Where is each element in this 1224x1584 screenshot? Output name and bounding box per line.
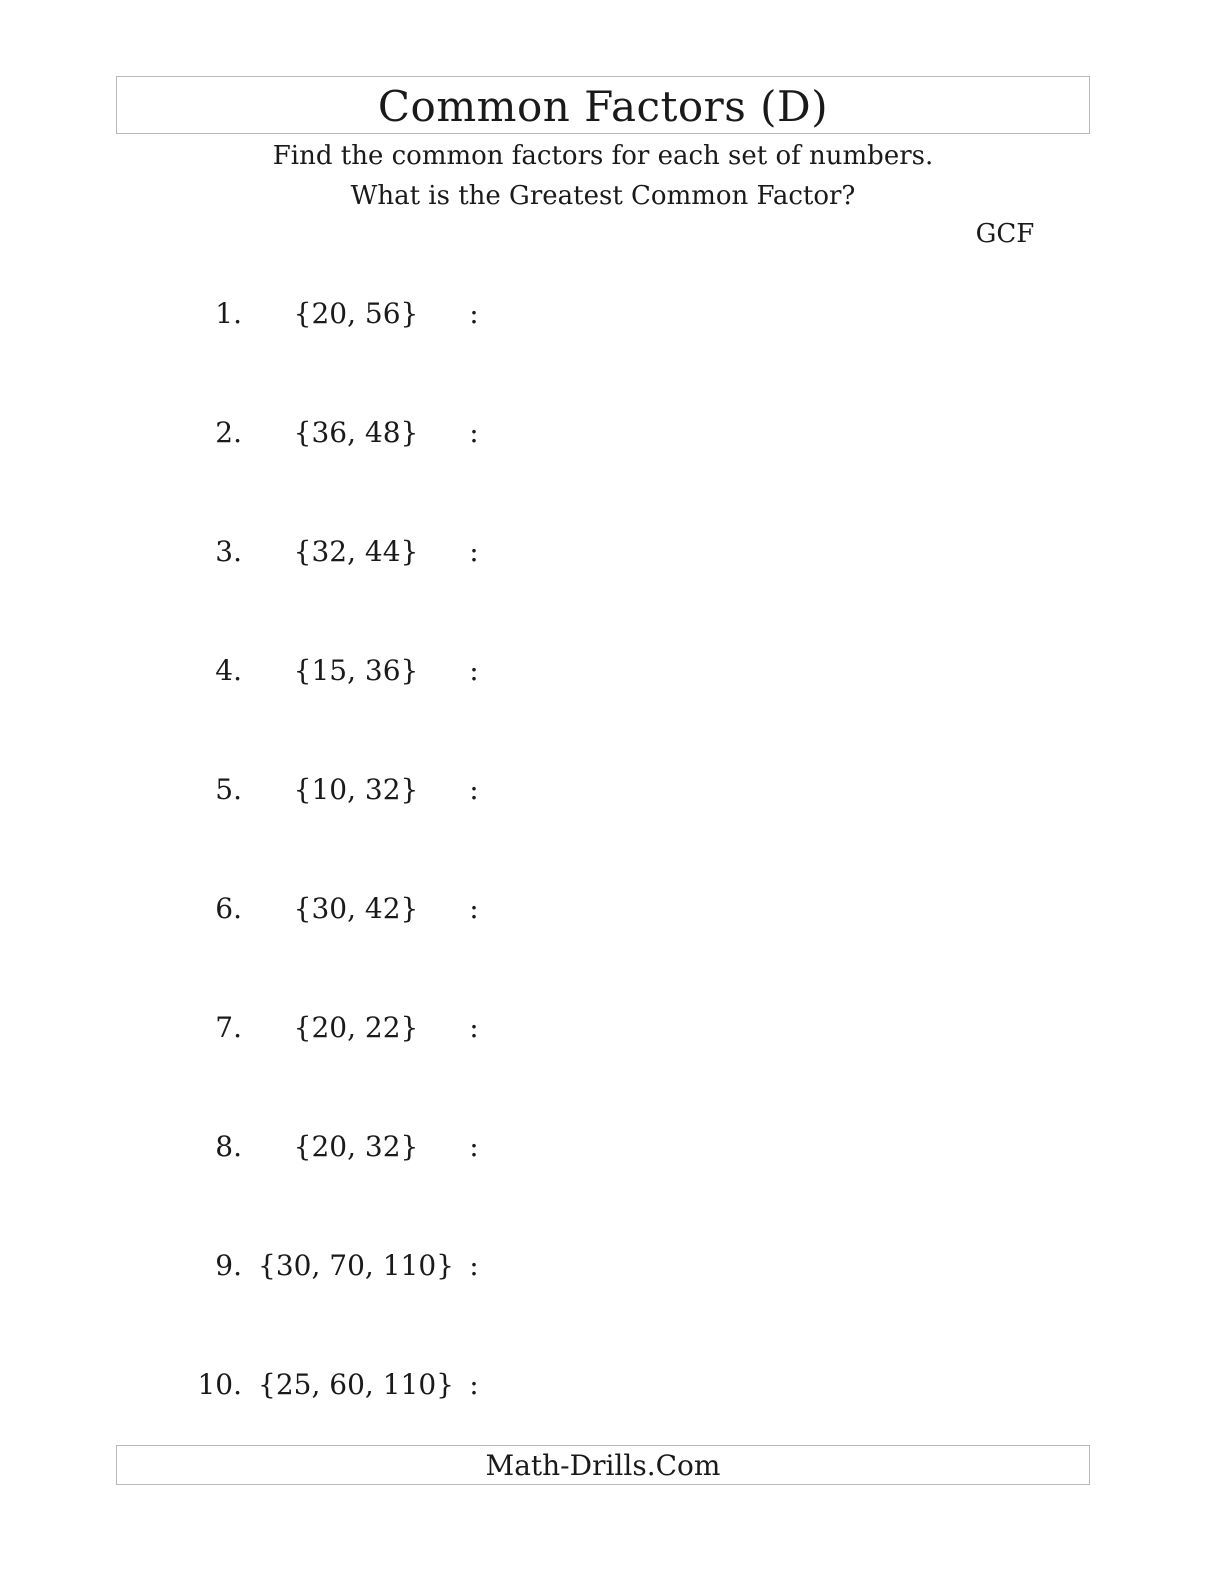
problem-number: 3. bbox=[215, 535, 242, 568]
problem-number: 9. bbox=[215, 1249, 242, 1282]
problem-row bbox=[0, 770, 1224, 810]
problem-number: 5. bbox=[215, 773, 242, 806]
answer-colon: : bbox=[469, 1368, 479, 1401]
problem-number: 4. bbox=[215, 654, 242, 687]
answer-colon: : bbox=[469, 1011, 479, 1044]
number-set: {30, 70, 110} bbox=[258, 1249, 454, 1282]
problem-row bbox=[0, 294, 1224, 334]
footer-site-name: Math-Drills.Com bbox=[485, 1449, 721, 1482]
answer-colon: : bbox=[469, 1249, 479, 1282]
problem-row bbox=[0, 1008, 1224, 1048]
answer-colon: : bbox=[469, 654, 479, 687]
answer-colon: : bbox=[469, 297, 479, 330]
instruction-line-1: Find the common factors for each set of numbers. bbox=[272, 141, 934, 171]
problem-row bbox=[0, 1365, 1224, 1405]
gcf-column-label: GCF bbox=[975, 219, 1035, 249]
problem-number: 1. bbox=[215, 297, 242, 330]
problem-number: 8. bbox=[215, 1130, 242, 1163]
answer-colon: : bbox=[469, 535, 479, 568]
number-set: {36, 48} bbox=[293, 416, 419, 449]
answer-colon: : bbox=[469, 1130, 479, 1163]
answer-colon: : bbox=[469, 892, 479, 925]
instruction-line-2: What is the Greatest Common Factor? bbox=[350, 181, 856, 211]
problem-row bbox=[0, 413, 1224, 453]
problem-row bbox=[0, 532, 1224, 572]
number-set: {20, 22} bbox=[293, 1011, 419, 1044]
number-set: {15, 36} bbox=[293, 654, 419, 687]
problem-number: 6. bbox=[215, 892, 242, 925]
number-set: {30, 42} bbox=[293, 892, 419, 925]
number-set: {32, 44} bbox=[293, 535, 419, 568]
problem-row bbox=[0, 889, 1224, 929]
problem-row bbox=[0, 1127, 1224, 1167]
number-set: {25, 60, 110} bbox=[258, 1368, 454, 1401]
problem-number: 7. bbox=[215, 1011, 242, 1044]
number-set: {20, 56} bbox=[293, 297, 419, 330]
problem-row bbox=[0, 651, 1224, 691]
answer-colon: : bbox=[469, 416, 479, 449]
problem-number: 10. bbox=[197, 1368, 242, 1401]
page-title: Common Factors (D) bbox=[377, 82, 829, 131]
problem-row bbox=[0, 1246, 1224, 1286]
problem-number: 2. bbox=[215, 416, 242, 449]
answer-colon: : bbox=[469, 773, 479, 806]
number-set: {20, 32} bbox=[293, 1130, 419, 1163]
number-set: {10, 32} bbox=[293, 773, 419, 806]
